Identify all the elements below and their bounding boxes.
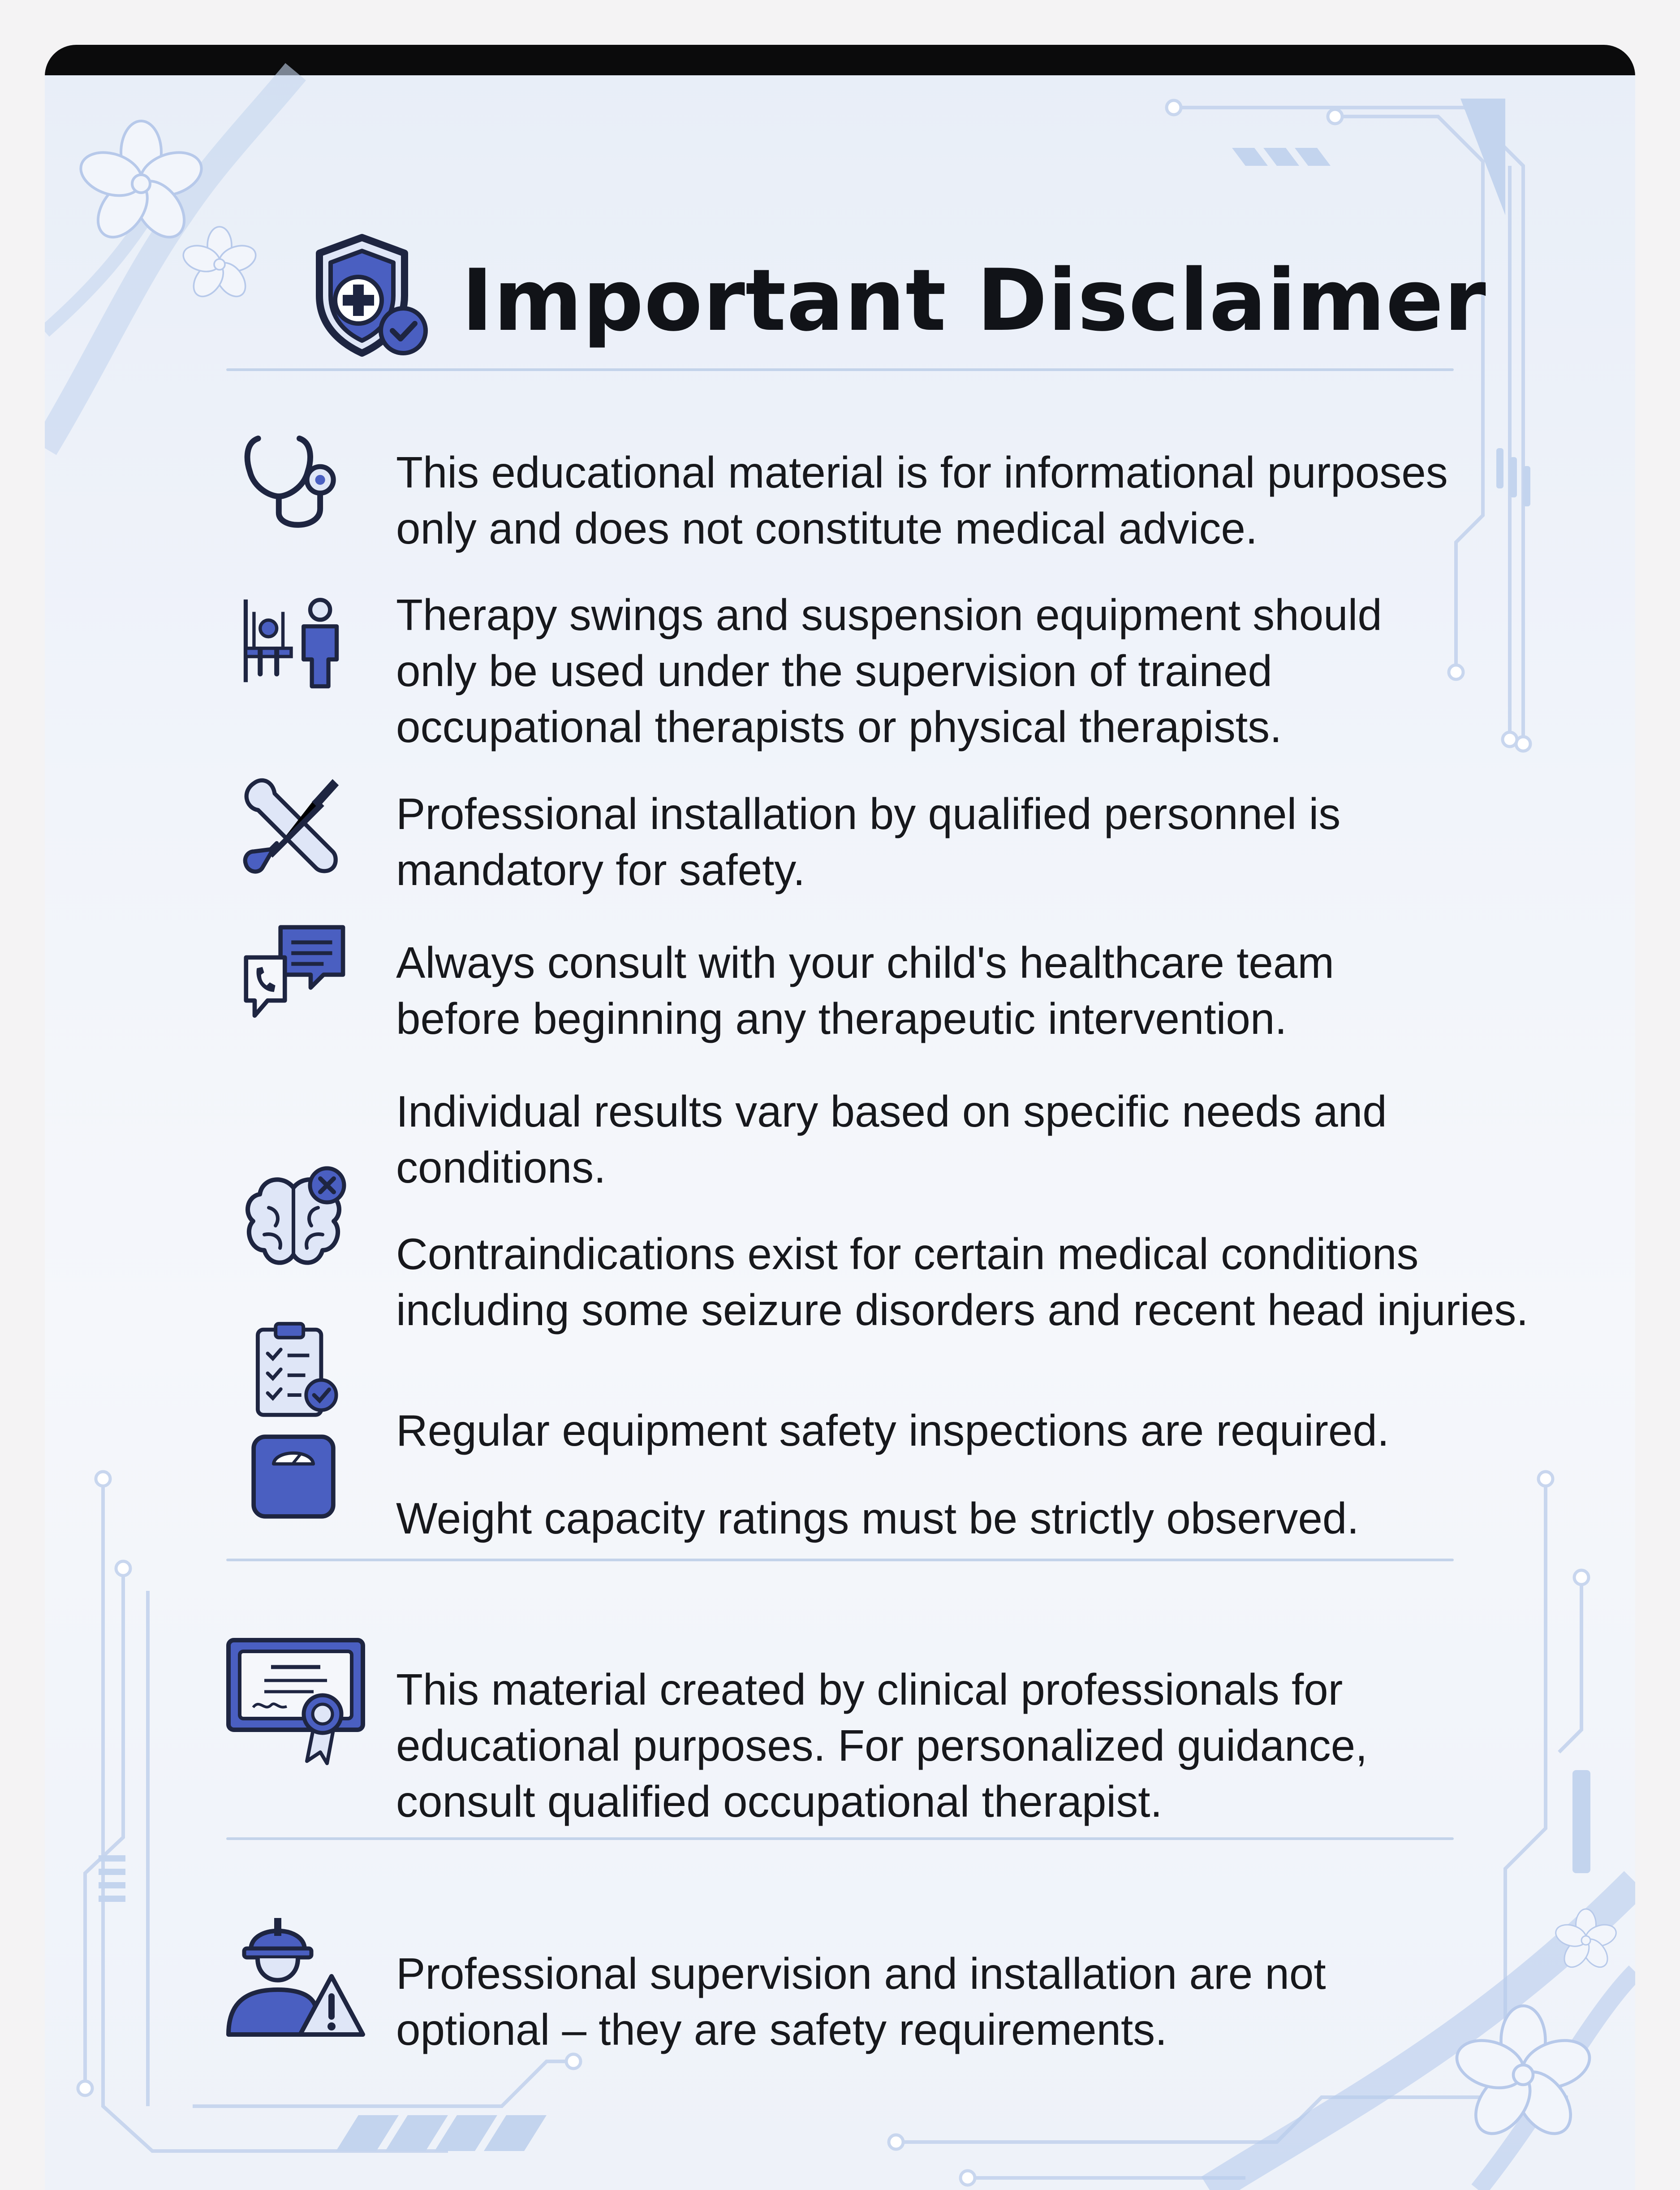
disclaimer-item-6-line-2: including some seizure disorders and recent head injuries. xyxy=(396,1285,1529,1335)
disclaimer-item-6-line-1: Contraindications exist for certain medical conditions xyxy=(396,1229,1419,1279)
title-row xyxy=(45,233,1635,367)
page-title: Important Disclaimer xyxy=(461,251,1486,350)
divider-middle xyxy=(226,1559,1454,1561)
disclaimer-item-7-line-1: Regular equipment safety inspections are required. xyxy=(396,1406,1390,1455)
screwdriver-wrench-icon xyxy=(237,771,345,878)
disclaimer-item-6 xyxy=(396,1226,1529,1338)
disclaimer-item-2-line-3: occupational therapists or physical therapists. xyxy=(396,702,1282,752)
credits-line-1: This material created by clinical professionals for xyxy=(396,1665,1343,1714)
disclaimer-item-7 xyxy=(396,1403,1389,1459)
disclaimer-card xyxy=(45,45,1635,2190)
disclaimer-item-3-line-1: Professional installation by qualified personnel is xyxy=(396,789,1341,838)
credits-text xyxy=(396,1662,1367,1830)
disclaimer-item-8 xyxy=(396,1490,1359,1546)
disclaimer-item-3 xyxy=(396,786,1340,898)
shield-medical-check-icon xyxy=(308,233,438,363)
weight-scale-icon xyxy=(246,1430,340,1524)
warning-line-1: Professional supervision and installation are not xyxy=(396,1949,1326,1998)
warning-text xyxy=(396,1946,1326,2058)
warning-line-2: optional – they are safety requirements. xyxy=(396,2005,1167,2054)
disclaimer-item-4 xyxy=(396,935,1334,1047)
divider-bottom xyxy=(226,1837,1454,1840)
certificate-award-icon xyxy=(224,1631,367,1766)
chat-phone-icon xyxy=(237,919,349,1031)
disclaimer-item-2-line-1: Therapy swings and suspension equipment should xyxy=(396,590,1382,639)
disclaimer-item-3-line-2: mandatory for safety. xyxy=(396,845,806,894)
disclaimer-item-5-line-2: conditions. xyxy=(396,1143,606,1192)
disclaimer-item-1-line-2: only and does not constitute medical advice. xyxy=(396,504,1258,553)
therapy-swing-icon xyxy=(237,587,345,695)
clipboard-checklist-icon xyxy=(242,1320,345,1423)
stethoscope-icon xyxy=(237,430,345,538)
disclaimer-item-1 xyxy=(396,445,1448,557)
disclaimer-item-8-line-1: Weight capacity ratings must be strictly observed. xyxy=(396,1494,1359,1543)
credits-line-3: consult qualified occupational therapist. xyxy=(396,1777,1163,1826)
disclaimer-item-5-line-1: Individual results vary based on specific needs and xyxy=(396,1087,1387,1136)
worker-warning-icon xyxy=(224,1909,367,2043)
disclaimer-item-2 xyxy=(396,587,1382,755)
brain-icon xyxy=(237,1165,354,1282)
disclaimer-item-4-line-2: before beginning any therapeutic intervention. xyxy=(396,994,1287,1043)
disclaimer-item-5 xyxy=(396,1084,1387,1196)
disclaimer-item-2-line-2: only be used under the supervision of trained xyxy=(396,646,1272,695)
divider-top xyxy=(226,368,1454,371)
disclaimer-item-1-line-1: This educational material is for informational purposes xyxy=(396,448,1448,497)
credits-line-2: educational purposes. For personalized guidance, xyxy=(396,1721,1368,1770)
disclaimer-item-4-line-1: Always consult with your child's healthcare team xyxy=(396,938,1334,987)
